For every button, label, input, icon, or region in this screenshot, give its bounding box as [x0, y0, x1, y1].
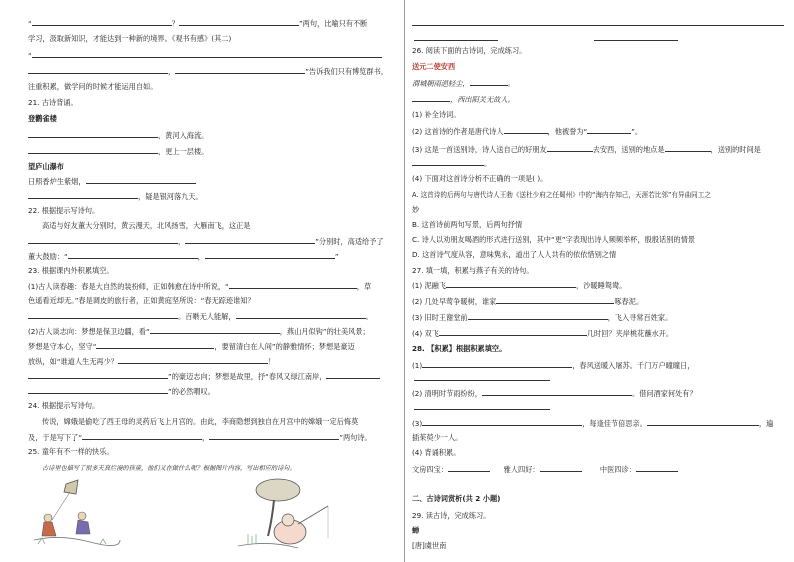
answer-blank[interactable]: [209, 432, 339, 440]
poem-title: 蝉: [412, 526, 420, 535]
answer-blank[interactable]: [28, 66, 168, 74]
text-line: [412, 94, 515, 105]
answer-blank[interactable]: [439, 328, 587, 336]
question-26: 26. 阅读下面的古诗词，完成练习。: [412, 46, 527, 55]
quote-mark: “: [28, 51, 32, 60]
text: 去安西，送别的地点是: [592, 145, 665, 154]
text-line: [28, 50, 382, 61]
poem-title: 送元二使安西: [412, 62, 456, 71]
text-line: [412, 296, 643, 307]
text: ！: [267, 357, 276, 366]
option-d[interactable]: D. 这首诗气度从容，意味隽永，道出了人人共有的依依惜别之情: [412, 250, 617, 259]
text: 渭城朝雨浥轻尘，: [412, 79, 470, 88]
text-line: [28, 146, 208, 157]
answer-blank[interactable]: [86, 176, 196, 184]
question-27: 27. 填一填，积累与燕子有关的诗句。: [412, 266, 534, 275]
text-line: [412, 158, 491, 169]
tree-canopy: [256, 479, 300, 501]
section-heading: 二、古诗词赏析(共 2 小题): [412, 494, 501, 503]
question-21: 21. 古诗背诵。: [28, 98, 78, 107]
text-line: [28, 281, 371, 292]
text-line: 色遥看近却无。”春是调皮的旅行者，正如黄庭坚所说：“春无踪迹谁知？: [28, 296, 255, 305]
answer-blank[interactable]: [28, 146, 158, 154]
kite-icon: [64, 480, 78, 494]
text: 。: [507, 79, 515, 88]
option-c[interactable]: C. 诗人以劝朋友喝酒的形式进行送别，其中“更”字表现出诗人频频举杯，殷殷话别的情景: [412, 235, 695, 244]
text: (2)古人谈志向：梦想是保卫边疆，看“: [28, 327, 150, 336]
text-line: [412, 144, 761, 155]
answer-blank[interactable]: [179, 18, 299, 26]
text: ，送别的时间是: [710, 145, 761, 154]
answer-blank[interactable]: [185, 236, 315, 244]
text: ，每逢佳节倍思亲。: [582, 419, 647, 428]
text: ，遍: [758, 419, 774, 428]
text: 董大鼓励：“: [28, 252, 68, 261]
text: 几时回？夹岸桃花蘸水开。: [586, 329, 674, 338]
text: ，黄河入海流。: [158, 131, 209, 140]
text: ”的豪迈志向；梦想是故里，抒“春风又绿江南岸，: [168, 372, 327, 381]
text: ？: [171, 19, 179, 28]
text: (2) 几处早莺争暖树，谁家: [412, 297, 497, 306]
text-line: [28, 191, 203, 202]
answer-blank[interactable]: [496, 296, 614, 304]
text: (3): [412, 419, 423, 428]
answer-blank[interactable]: [665, 144, 711, 152]
text-line: 插茱萸少一人。: [412, 433, 463, 442]
text: (3) 旧时王谢堂前: [412, 313, 468, 322]
column-divider: [404, 0, 405, 562]
question-29: 29. 读古诗，完成练习。: [412, 511, 491, 520]
answer-blank[interactable]: [175, 66, 305, 74]
text-line: (4) 下面对这首诗分析不正确的一项是( )。: [412, 174, 548, 183]
question-24: 24. 根据提示写诗句。: [28, 401, 100, 410]
answer-line[interactable]: [414, 40, 498, 41]
answer-blank[interactable]: [547, 144, 593, 152]
answer-blank[interactable]: [32, 50, 382, 58]
text-line: [28, 371, 380, 382]
answer-blank[interactable]: [150, 326, 280, 334]
answer-blank[interactable]: [540, 464, 582, 472]
answer-blank[interactable]: [32, 18, 172, 26]
answer-line[interactable]: [414, 380, 550, 381]
answer-blank[interactable]: [587, 126, 631, 134]
fishing-rod: [298, 506, 328, 524]
text-line: [28, 341, 355, 352]
text-line: 高适与好友董大分别时，黄云漫天，北风扬雪，大雁南飞，这正是: [42, 221, 251, 230]
text: ，他被誉为“: [547, 127, 588, 136]
answer-blank[interactable]: [326, 371, 380, 379]
answer-blank[interactable]: [446, 280, 576, 288]
quote-mark: “: [28, 19, 32, 28]
answer-blank[interactable]: [28, 311, 178, 319]
text: 日照香炉生紫烟，: [28, 177, 86, 186]
child-head: [44, 514, 52, 522]
text: ”: [334, 252, 339, 261]
poem-author: [唐]虞世南: [412, 541, 447, 550]
text: (3) 这是一首送别诗，诗人送自己的好朋友: [412, 145, 547, 154]
option-b[interactable]: B. 这首诗前两句写景，后两句抒情: [412, 220, 523, 229]
text: (1)古人读春趣：春是大自然的装扮师，正如韩愈在诗中所说，“: [28, 282, 229, 291]
text-line: [412, 464, 678, 475]
text-line: [412, 280, 626, 291]
option-a[interactable]: A. 这首诗的后两句与唐代诗人王勃《送杜少府之任蜀州》中的“海内存知己，天涯若比邻”有异曲同工之: [412, 191, 711, 199]
text: 。借问酒家何处有？: [631, 389, 697, 398]
answer-blank[interactable]: [647, 418, 759, 426]
kite-kids-illustration: [30, 478, 122, 550]
text: 放纵，如“谁道人生无再少？: [28, 357, 118, 366]
text-line: [28, 130, 208, 141]
text: (1): [412, 361, 423, 370]
answer-blank[interactable]: [422, 360, 572, 368]
text: 雅人四好：: [503, 465, 540, 474]
child-head: [78, 512, 86, 520]
text-line: [28, 432, 372, 443]
answer-blank[interactable]: [68, 251, 198, 259]
text: 中医四诊：: [599, 465, 636, 474]
text: ，燕山月似钩”的壮美风景；: [279, 327, 370, 336]
text-line: (1) 补全诗词。: [412, 110, 461, 119]
answer-blank[interactable]: [448, 464, 490, 472]
child-head: [282, 514, 294, 526]
text: ，草: [356, 282, 372, 291]
text-line: [28, 176, 196, 187]
text: ，沙暖睡鸳鸯。: [576, 281, 627, 290]
text-line: [412, 328, 673, 339]
question-28: 28. 【积累】根据积累填空。: [412, 344, 507, 353]
text-line: [412, 78, 515, 89]
question-25: 25. 童年有不一样的快乐。: [28, 447, 114, 456]
text-line: [28, 18, 367, 29]
answer-blank[interactable]: [468, 312, 608, 320]
answer-blank[interactable]: [28, 191, 138, 199]
answer-blank[interactable]: [96, 341, 214, 349]
text-line: 。百啭无人能解， 。: [28, 311, 373, 322]
option-a-cont: 妙: [412, 205, 420, 214]
text-line: [412, 360, 694, 371]
text: ，更上一层楼。: [158, 147, 209, 156]
answer-blank[interactable]: [636, 464, 678, 472]
answer-blank[interactable]: [28, 130, 158, 138]
answer-blank[interactable]: [118, 356, 268, 364]
fishing-child-illustration: [228, 476, 338, 554]
answer-blank[interactable]: [422, 418, 582, 426]
answer-blank[interactable]: [482, 388, 632, 396]
text: ，飞入寻常百姓家。: [607, 313, 673, 322]
text-line: [28, 386, 215, 397]
poem-title: 登鹳雀楼: [28, 114, 57, 123]
text: ，要留清白在人间”的静雅情怀；梦想是豪迈: [214, 342, 355, 351]
text-line: (4) 背诵积累。: [412, 448, 461, 457]
text: (4) 双飞: [412, 329, 439, 338]
text: ”的必然喟叹。: [168, 387, 215, 396]
text: ”分别时，高适给予了: [315, 237, 384, 246]
text-line: [412, 418, 773, 429]
text: ，: [178, 237, 186, 246]
question-23: 23. 根据课内外积累填空。: [28, 266, 114, 275]
text-line: [412, 126, 642, 137]
text: ”。: [631, 127, 643, 136]
text: 梦想是守本心，坚守“: [28, 342, 97, 351]
text-line: 传说，嫦娥是偷吃了西王母的灵药后飞上月宫的。由此，李商隐想到独自在月宫中的嫦娥一定后悔莫: [42, 417, 359, 426]
answer-line[interactable]: [594, 40, 678, 41]
text: 。百啭无人能解，: [178, 312, 236, 321]
text: 文房四宝：: [412, 465, 448, 474]
text-line: 董大鼓励：“ ， ”: [28, 252, 339, 261]
text: ，春风送暖入屠苏。千门万户曈曈日，: [572, 361, 695, 370]
text-line: [28, 236, 384, 247]
text-line: 学习，汲取新知识，才能达到一种新的境界。《观书有感》(其二): [28, 34, 232, 43]
text: 及，于是写下了“: [28, 433, 83, 442]
text: (2) 清明时节雨纷纷，: [412, 389, 482, 398]
text: ”两句诗。: [339, 433, 372, 442]
text: (1) 泥融飞: [412, 281, 447, 290]
answer-blank[interactable]: [28, 236, 178, 244]
text: ，疑是银河落九天。: [138, 192, 203, 201]
question-22: 22. 根据提示写诗句。: [28, 206, 100, 215]
text-line: [28, 326, 370, 337]
poem-title: 望庐山瀑布: [28, 162, 64, 171]
text: 啄春泥。: [614, 297, 644, 306]
answer-blank[interactable]: [28, 386, 168, 394]
answer-blank[interactable]: [229, 281, 357, 289]
text-line: ， ”告诉我们只有博览群书，: [28, 66, 388, 77]
text: 。: [484, 159, 492, 168]
text: ，: [202, 433, 210, 442]
answer-blank[interactable]: [412, 158, 484, 166]
text-line: [28, 356, 275, 367]
text-line: [412, 388, 697, 399]
answer-blank[interactable]: [412, 94, 450, 102]
answer-line[interactable]: [414, 409, 550, 410]
answer-blank[interactable]: [504, 126, 548, 134]
text: (2) 这首诗的作者是唐代诗人: [412, 127, 504, 136]
answer-blank[interactable]: [236, 311, 366, 319]
text-line: [412, 312, 672, 323]
text: ，西出阳关无故人。: [450, 95, 515, 104]
answer-blank[interactable]: [28, 371, 168, 379]
text-line: 注重积累，做学问的时候才能运用自如。: [28, 82, 158, 91]
text: ”两句，比喻只有不断: [298, 19, 368, 28]
answer-blank[interactable]: [470, 78, 508, 86]
answer-blank[interactable]: [82, 432, 202, 440]
instruction-text: 古诗里也描写了很多天真烂漫的孩童，他们又在做什么呢？根据图片内容，写出相应的诗句。: [42, 465, 296, 472]
text: ”告诉我们只有博览群书，: [305, 67, 388, 76]
answer-blank[interactable]: [205, 251, 335, 259]
answer-line[interactable]: [412, 25, 784, 26]
